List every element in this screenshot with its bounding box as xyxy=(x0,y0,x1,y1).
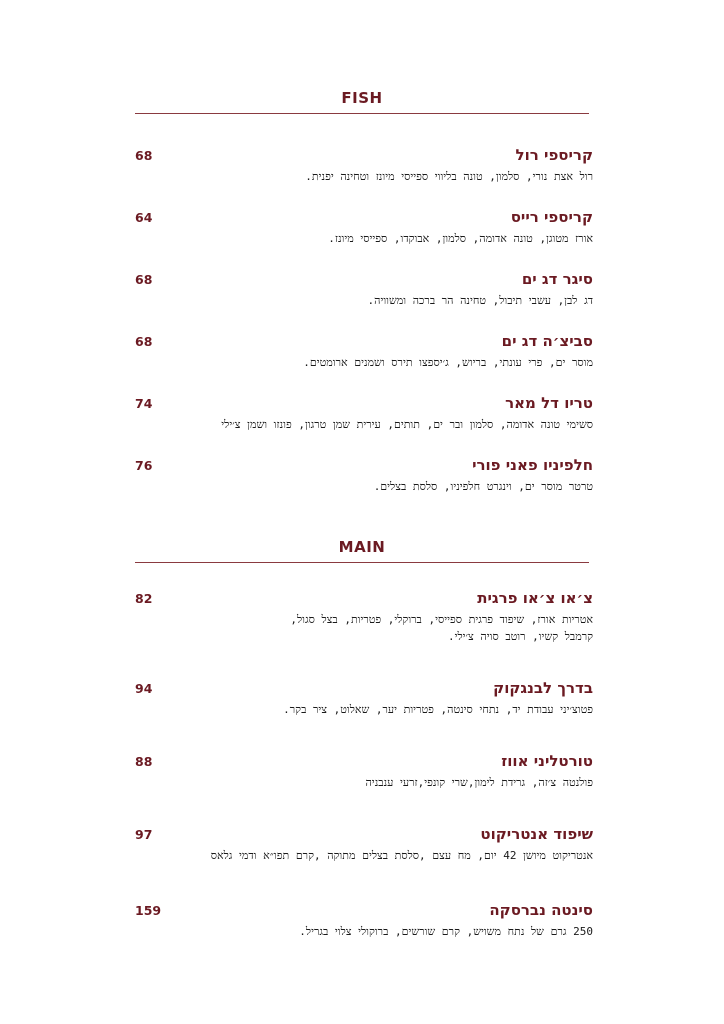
description-line: אורז מטוגן, טונה אדומה, סלמון, אבוקדו, ספייסי מיונז. xyxy=(328,232,593,245)
item-price: 88 xyxy=(135,754,153,769)
section-title: MAIN xyxy=(338,538,386,556)
item-description xyxy=(305,168,593,185)
item-name: סיגר דג ים xyxy=(521,270,593,288)
item-name: בדרך לבנגקוק xyxy=(493,679,593,697)
description-line: אנטריקוט מיושן 42 יום, מח עצם ,סלסת בצלים מתוקה ,קרם תפו״א ודמי גלאס xyxy=(210,849,593,862)
section-divider xyxy=(135,562,589,563)
item-price: 76 xyxy=(135,458,153,473)
item-price: 68 xyxy=(135,272,153,287)
section-divider xyxy=(135,113,589,114)
item-name: טריו דל מאר xyxy=(505,394,593,412)
item-description xyxy=(365,774,593,791)
item-name: טורטליני אווז xyxy=(501,752,593,770)
description-line: אטריות אורז, שיפוד פרגית ספייסי, ברוקלי, פטריות, בצל סגול, xyxy=(290,613,593,626)
description-line: סשימי טונה אדומה, סלמון ובר ים, תותים, עירית שמן טרגון, פונזו ושמן צ׳ילי xyxy=(221,418,593,431)
item-name: חלפיניו פאני פורי xyxy=(472,456,593,474)
description-line: מוסר ים, פרי עונתי, בריוש, ג׳יספצו תירס ושמנים ארומטים. xyxy=(303,356,593,369)
item-description xyxy=(211,847,593,864)
item-price: 68 xyxy=(135,148,153,163)
item-description xyxy=(221,416,593,433)
item-price: 68 xyxy=(135,334,153,349)
description-line: 250 גרם של נתח משויש, קרם שורשים, ברוקולי צלוי בגריל. xyxy=(299,925,593,938)
item-price: 64 xyxy=(135,210,153,225)
item-name: סינטה נברסקה xyxy=(489,901,593,919)
description-line: טרטר מוסר ים, וינגרט חלפיניו, סלסת בצלים. xyxy=(373,480,593,493)
item-description xyxy=(368,292,594,309)
item-description xyxy=(303,354,593,371)
item-price: 97 xyxy=(135,827,153,842)
item-name: סביצ׳ה דג ים xyxy=(501,332,593,350)
description-line: רול אצת נורי, סלמון, טונה בליווי ספייסי מיונז וטחינה יפנית. xyxy=(305,170,593,183)
item-description xyxy=(283,701,593,718)
item-name: שיפוד אנטריקוט xyxy=(480,825,593,843)
item-name: צ׳או צ׳או פרגית xyxy=(477,589,593,607)
item-price: 74 xyxy=(135,396,153,411)
item-price: 82 xyxy=(135,591,153,606)
section-title: FISH xyxy=(341,89,383,107)
item-name: קריספי רול xyxy=(515,146,593,164)
description-line: קרמבל קשיו, רוטב סויה צ׳ילי. xyxy=(447,630,593,643)
item-name: קריספי רייס xyxy=(510,208,593,226)
item-description xyxy=(290,611,593,645)
item-description xyxy=(374,478,593,495)
description-line: דג לבן, עשבי תיבול, טחינה הר ברכה ומשוויה. xyxy=(367,294,593,307)
item-description xyxy=(299,923,593,940)
description-line: פולנטה צ׳זה, גרידת לימון,שרי קונפי,זרעי ענבניה xyxy=(365,776,593,789)
description-line: פטוצ׳יני עבודת יד, נתחי סינטה, פטריות יער, שאלוט, ציר בקר. xyxy=(283,703,593,716)
item-description xyxy=(328,230,593,247)
item-price: 94 xyxy=(135,681,153,696)
item-price: 159 xyxy=(135,903,162,918)
